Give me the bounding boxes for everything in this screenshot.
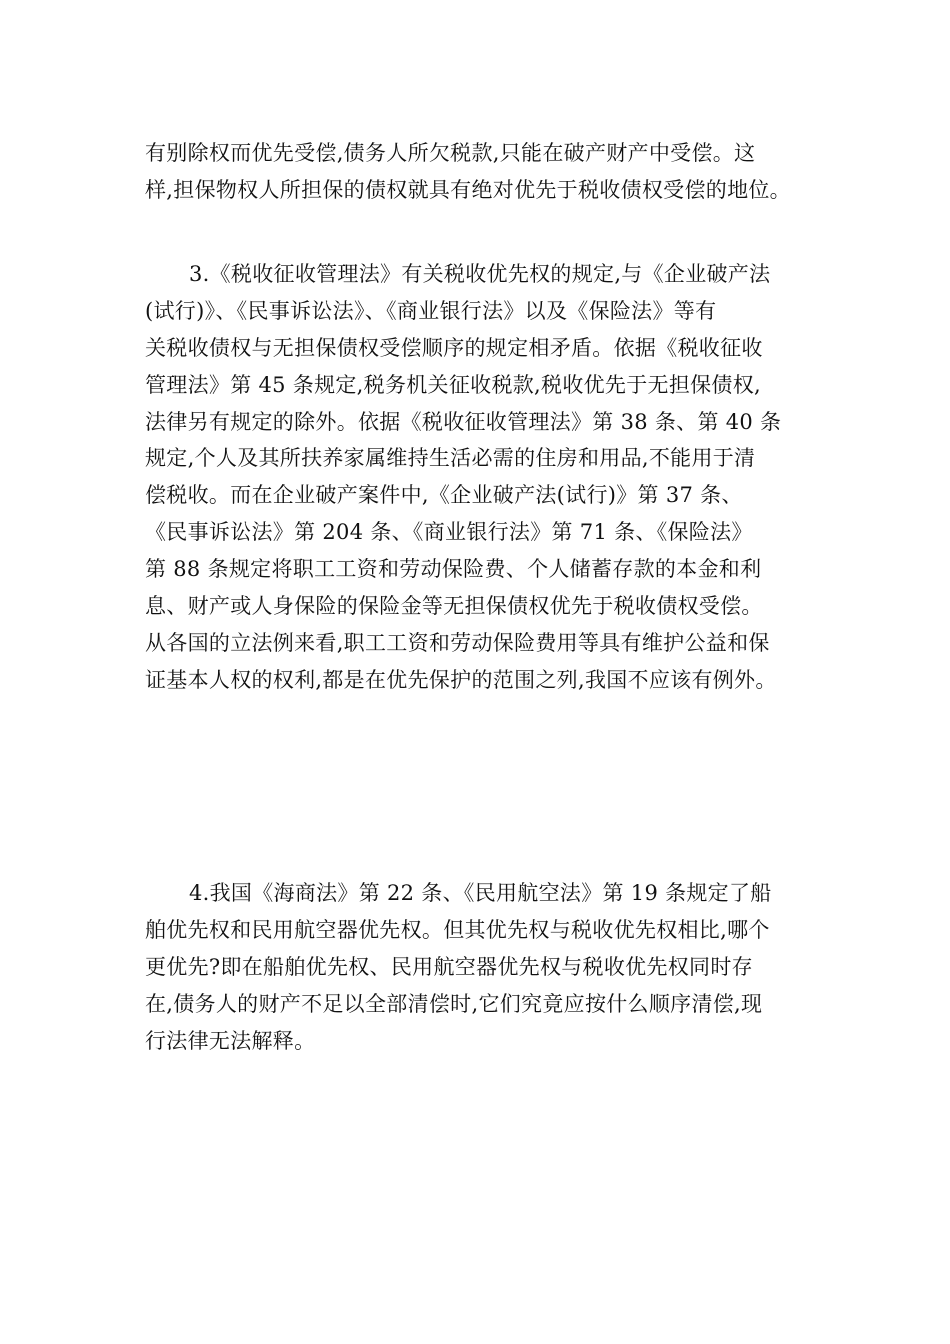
text-line: 更优先?即在船舶优先权、民用航空器优先权与税收优先权同时存: [145, 954, 753, 979]
text-line: 关税收债权与无担保债权受偿顺序的规定相矛盾。依据《税收征收: [145, 335, 763, 360]
text-line: 证基本人权的权利,都是在优先保护的范围之列,我国不应该有例外。: [145, 667, 777, 692]
text-line: 《民事诉讼法》第 204 条、《商业银行法》第 71 条、《保险法》: [145, 520, 753, 545]
text-line: 在,债务人的财产不足以全部清偿时,它们究竟应按什么顺序清偿,现: [145, 991, 763, 1016]
text-line: 行法律无法解释。: [145, 1028, 316, 1053]
paragraph-point-3: [145, 256, 825, 699]
paragraph-point-4: [145, 875, 825, 1059]
text-line: 有别除权而优先受偿,债务人所欠税款,只能在破产财产中受偿。这: [145, 141, 756, 165]
text-line: (试行)》、《民事诉讼法》、《商业银行法》以及《保险法》等有: [145, 298, 717, 323]
text-line: 息、财产或人身保险的保险金等无担保债权优先于税收债权受偿。: [145, 594, 763, 619]
paragraph-continuation: [145, 135, 825, 209]
text-line: 法律另有规定的除外。依据《税收征收管理法》第 38 条、第 40 条: [145, 409, 782, 434]
text-line: 管理法》第 45 条规定,税务机关征收税款,税收优先于无担保债权,: [145, 372, 761, 397]
text-line: 第 88 条规定将职工工资和劳动保险费、个人储蓄存款的本金和利: [145, 557, 762, 582]
text-line: 偿税收。而在企业破产案件中,《企业破产法(试行)》第 37 条、: [145, 483, 743, 508]
text-line: 从各国的立法例来看,职工工资和劳动保险费用等具有维护公益和保: [145, 630, 770, 655]
text-line: 舶优先权和民用航空器优先权。但其优先权与税收优先权相比,哪个: [145, 917, 770, 942]
text-line: 3.《税收征收管理法》有关税收优先权的规定,与《企业破产法: [189, 262, 771, 286]
text-line: 规定,个人及其所扶养家属维持生活必需的住房和用品,不能用于清: [145, 446, 756, 471]
text-line: 样,担保物权人所担保的债权就具有绝对优先于税收债权受偿的地位。: [145, 177, 791, 202]
text-line: 4.我国《海商法》第 22 条、《民用航空法》第 19 条规定了船: [189, 881, 772, 905]
